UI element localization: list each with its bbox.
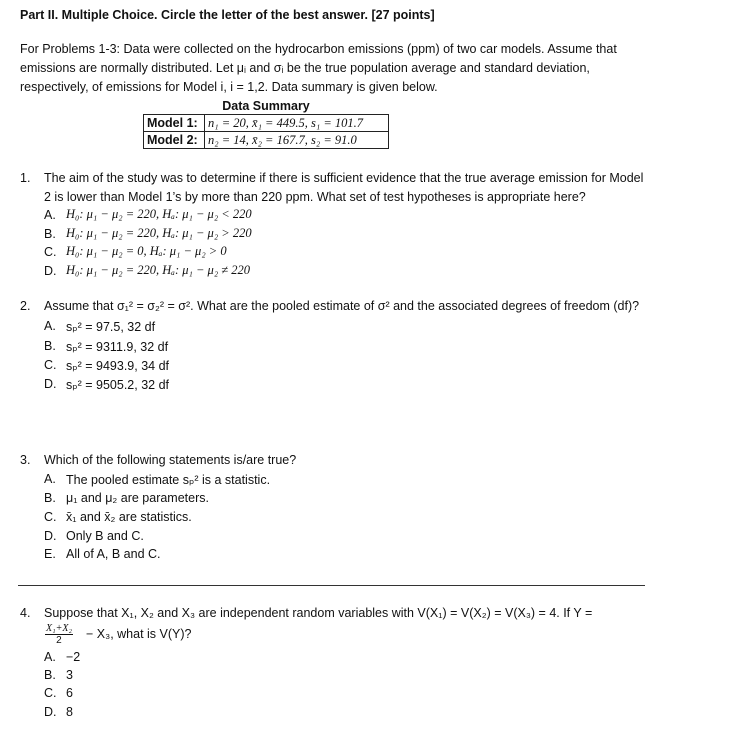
question-number: 4.: [20, 606, 31, 620]
question-1-line-2: 2 is lower than Model 1’s by more than 220 ppm. What set of test hypotheses is appropriate here?: [44, 190, 586, 204]
option-letter[interactable]: C.: [44, 510, 57, 524]
option-letter[interactable]: C.: [44, 245, 57, 259]
option-letter[interactable]: C.: [44, 358, 57, 372]
option-letter[interactable]: D.: [44, 264, 57, 278]
option-text: x̄₁ and x̄₂ are statistics.: [66, 510, 192, 524]
option-letter[interactable]: A.: [44, 319, 56, 333]
intro-line-3: respectively, of emissions for Model i, i = 1,2. Data summary is given below.: [20, 80, 438, 94]
option-text: H₀: μ₁ − μ₂ = 220, Hₐ: μ₁ − μ₂ ≠ 220: [66, 263, 251, 277]
option-text: −2: [66, 650, 81, 664]
question-4-line-2: − X₃, what is V(Y)?: [86, 627, 192, 641]
option-text: 8: [66, 705, 73, 719]
summary-row-label: Model 1:: [144, 115, 205, 132]
fraction-denominator: 2: [56, 635, 62, 646]
question-1-line-1: The aim of the study was to determine if there is sufficient evidence that the true average emission for Model: [44, 171, 644, 185]
option-letter[interactable]: B.: [44, 491, 56, 505]
option-text: μ₁ and μ₂ are parameters.: [66, 491, 209, 505]
page-header: Part II. Multiple Choice. Circle the letter of the best answer. [27 points]: [20, 8, 435, 22]
option-text: All of A, B and C.: [66, 547, 161, 561]
section-divider: [18, 585, 645, 586]
question-number: 3.: [20, 453, 31, 467]
intro-line-1: For Problems 1-3: Data were collected on the hydrocarbon emissions (ppm) of two car models. Assume that: [20, 42, 617, 56]
option-text: sₚ² = 9505.2, 32 df: [66, 378, 169, 392]
summary-row-label: Model 2:: [144, 132, 205, 149]
option-text: The pooled estimate sₚ² is a statistic.: [66, 473, 271, 487]
option-text: sₚ² = 9493.9, 34 df: [66, 359, 169, 373]
summary-title: Data Summary: [144, 98, 389, 115]
option-text: Only B and C.: [66, 529, 144, 543]
question-3-line-1: Which of the following statements is/are true?: [44, 453, 297, 467]
option-text: 3: [66, 668, 73, 682]
option-letter[interactable]: D.: [44, 529, 57, 543]
option-letter[interactable]: D.: [44, 377, 57, 391]
option-letter[interactable]: D.: [44, 705, 57, 719]
option-text: sₚ² = 9311.9, 32 df: [66, 340, 169, 354]
question-2-line-1: Assume that σ₁² = σ₂² = σ². What are the pooled estimate of σ² and the associated degrees of freedom (df)?: [44, 299, 640, 313]
fraction-numerator: X₁+X₂: [46, 623, 72, 634]
option-text: 6: [66, 686, 73, 700]
summary-row-stats: n₁ = 20, x̄₁ = 449.5, s₁ = 101.7: [205, 115, 389, 132]
option-text: sₚ² = 97.5, 32 df: [66, 320, 156, 334]
option-letter[interactable]: C.: [44, 686, 57, 700]
intro-line-2: emissions are normally distributed. Let μᵢ and σᵢ be the true population average and standard deviation,: [20, 61, 590, 75]
data-summary-table: [143, 98, 389, 149]
option-letter[interactable]: A.: [44, 208, 56, 222]
question-4-line-1: Suppose that X₁, X₂ and X₃ are independent random variables with V(X₁) = V(X₂) = V(X₃) = 4. If Y =: [44, 606, 593, 620]
summary-row-stats: n₂ = 14, x̄₂ = 167.7, s₂ = 91.0: [205, 132, 389, 149]
option-letter[interactable]: B.: [44, 668, 56, 682]
option-letter[interactable]: A.: [44, 472, 56, 486]
option-letter[interactable]: E.: [44, 547, 56, 561]
question-number: 2.: [20, 299, 31, 313]
option-letter[interactable]: B.: [44, 339, 56, 353]
question-number: 1.: [20, 171, 31, 185]
fraction: [45, 623, 73, 646]
option-text: H₀: μ₁ − μ₂ = 220, Hₐ: μ₁ − μ₂ > 220: [66, 226, 252, 240]
option-letter[interactable]: B.: [44, 227, 56, 241]
option-letter[interactable]: A.: [44, 650, 56, 664]
option-text: H₀: μ₁ − μ₂ = 0, Hₐ: μ₁ − μ₂ > 0: [66, 244, 227, 258]
option-text: H₀: μ₁ − μ₂ = 220, Hₐ: μ₁ − μ₂ < 220: [66, 207, 252, 221]
